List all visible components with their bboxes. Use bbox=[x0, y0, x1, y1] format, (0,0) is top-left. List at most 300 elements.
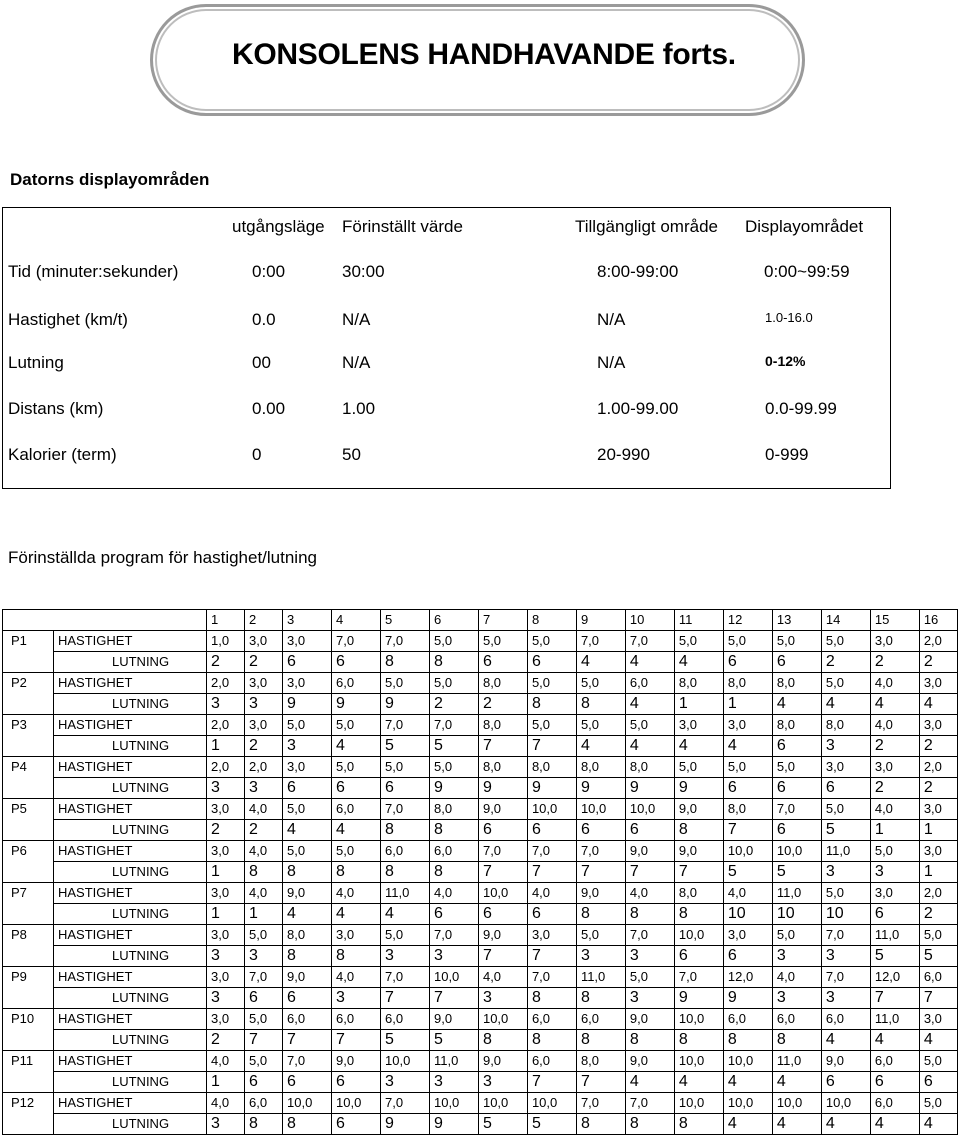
speed-cell: 7,0 bbox=[625, 925, 674, 946]
speed-cell: 7,0 bbox=[576, 841, 625, 862]
speed-cell: 3,0 bbox=[870, 631, 919, 652]
speed-label: HASTIGHET bbox=[54, 967, 207, 988]
incline-cell: 6 bbox=[527, 904, 576, 925]
speed-cell: 5,0 bbox=[919, 925, 957, 946]
speed-cell: 3,0 bbox=[919, 841, 957, 862]
incline-cell: 8 bbox=[429, 862, 478, 883]
incline-cell: 6 bbox=[332, 1072, 381, 1093]
grid-column-header: 4 bbox=[332, 610, 381, 631]
speed-label: HASTIGHET bbox=[54, 883, 207, 904]
incline-cell: 7 bbox=[245, 1030, 283, 1051]
incline-cell: 4 bbox=[332, 904, 381, 925]
incline-cell: 6 bbox=[478, 652, 527, 673]
display-start-value: 0:00 bbox=[252, 262, 286, 281]
speed-cell: 5,0 bbox=[429, 631, 478, 652]
incline-cell: 8 bbox=[478, 1030, 527, 1051]
incline-cell: 6 bbox=[283, 652, 332, 673]
incline-cell: 7 bbox=[332, 1030, 381, 1051]
incline-cell: 6 bbox=[772, 736, 821, 757]
speed-cell: 2,0 bbox=[919, 631, 957, 652]
speed-cell: 7,0 bbox=[381, 967, 430, 988]
speed-cell: 10,0 bbox=[283, 1093, 332, 1114]
speed-label: HASTIGHET bbox=[54, 841, 207, 862]
speed-cell: 7,0 bbox=[674, 967, 723, 988]
incline-cell: 6 bbox=[283, 778, 332, 799]
incline-cell: 8 bbox=[772, 1030, 821, 1051]
incline-cell: 7 bbox=[478, 736, 527, 757]
incline-cell: 3 bbox=[207, 1114, 245, 1135]
speed-cell: 7,0 bbox=[381, 631, 430, 652]
display-preset-value: N/A bbox=[342, 353, 371, 372]
program-id: P8 bbox=[3, 925, 54, 967]
speed-label: HASTIGHET bbox=[54, 925, 207, 946]
speed-cell: 3,0 bbox=[207, 1009, 245, 1030]
speed-cell: 3,0 bbox=[207, 925, 245, 946]
speed-cell: 2,0 bbox=[919, 757, 957, 778]
speed-cell: 10,0 bbox=[674, 1009, 723, 1030]
incline-cell: 7 bbox=[478, 862, 527, 883]
incline-cell: 9 bbox=[381, 1114, 430, 1135]
display-header: Displayområdet bbox=[745, 217, 864, 236]
speed-cell: 10,0 bbox=[723, 1093, 772, 1114]
speed-cell: 8,0 bbox=[723, 799, 772, 820]
speed-cell: 5,0 bbox=[527, 631, 576, 652]
incline-cell: 8 bbox=[576, 904, 625, 925]
incline-cell: 6 bbox=[821, 1072, 870, 1093]
incline-cell: 3 bbox=[245, 694, 283, 715]
grid-column-header: 14 bbox=[821, 610, 870, 631]
grid-column-header: 1 bbox=[207, 610, 245, 631]
incline-cell: 7 bbox=[283, 1030, 332, 1051]
speed-label: HASTIGHET bbox=[54, 715, 207, 736]
display-area-value: 1.0-16.0 bbox=[765, 310, 813, 325]
speed-cell: 3,0 bbox=[723, 715, 772, 736]
incline-cell: 1 bbox=[245, 904, 283, 925]
incline-cell: 9 bbox=[625, 778, 674, 799]
incline-cell: 6 bbox=[332, 778, 381, 799]
incline-cell: 1 bbox=[674, 694, 723, 715]
incline-cell: 3 bbox=[245, 946, 283, 967]
program-id: P2 bbox=[3, 673, 54, 715]
incline-cell: 8 bbox=[283, 1114, 332, 1135]
speed-cell: 5,0 bbox=[429, 673, 478, 694]
incline-cell: 4 bbox=[283, 820, 332, 841]
speed-cell: 6,0 bbox=[821, 1009, 870, 1030]
incline-cell: 4 bbox=[723, 1114, 772, 1135]
speed-cell: 7,0 bbox=[429, 715, 478, 736]
incline-cell: 7 bbox=[527, 862, 576, 883]
incline-cell: 6 bbox=[870, 1072, 919, 1093]
speed-cell: 9,0 bbox=[283, 883, 332, 904]
speed-cell: 6,0 bbox=[429, 841, 478, 862]
speed-cell: 4,0 bbox=[870, 715, 919, 736]
speed-cell: 3,0 bbox=[207, 799, 245, 820]
speed-cell: 9,0 bbox=[332, 1051, 381, 1072]
incline-cell: 6 bbox=[527, 820, 576, 841]
speed-cell: 4,0 bbox=[478, 967, 527, 988]
incline-cell: 8 bbox=[576, 1114, 625, 1135]
incline-cell: 3 bbox=[478, 1072, 527, 1093]
speed-cell: 8,0 bbox=[429, 799, 478, 820]
speed-cell: 5,0 bbox=[332, 757, 381, 778]
incline-cell: 3 bbox=[821, 946, 870, 967]
speed-cell: 5,0 bbox=[283, 841, 332, 862]
incline-cell: 9 bbox=[674, 778, 723, 799]
incline-cell: 6 bbox=[283, 1072, 332, 1093]
speed-cell: 9,0 bbox=[625, 1051, 674, 1072]
incline-cell: 9 bbox=[429, 778, 478, 799]
incline-cell: 8 bbox=[576, 694, 625, 715]
incline-cell: 3 bbox=[245, 778, 283, 799]
incline-cell: 4 bbox=[625, 736, 674, 757]
speed-cell: 8,0 bbox=[527, 757, 576, 778]
program-id: P4 bbox=[3, 757, 54, 799]
grid-column-header: 2 bbox=[245, 610, 283, 631]
speed-cell: 10,0 bbox=[723, 1051, 772, 1072]
display-preset-value: 50 bbox=[342, 445, 361, 464]
incline-cell: 3 bbox=[821, 736, 870, 757]
incline-cell: 8 bbox=[576, 988, 625, 1009]
incline-cell: 6 bbox=[723, 946, 772, 967]
incline-cell: 9 bbox=[674, 988, 723, 1009]
incline-cell: 8 bbox=[576, 1030, 625, 1051]
incline-cell: 8 bbox=[332, 946, 381, 967]
speed-cell: 10,0 bbox=[821, 1093, 870, 1114]
incline-cell: 4 bbox=[674, 652, 723, 673]
incline-cell: 10 bbox=[723, 904, 772, 925]
incline-cell: 8 bbox=[283, 946, 332, 967]
speed-cell: 12,0 bbox=[870, 967, 919, 988]
incline-cell: 7 bbox=[527, 736, 576, 757]
speed-cell: 10,0 bbox=[674, 1051, 723, 1072]
speed-cell: 10,0 bbox=[332, 1093, 381, 1114]
incline-cell: 9 bbox=[429, 1114, 478, 1135]
speed-cell: 9,0 bbox=[283, 967, 332, 988]
speed-cell: 4,0 bbox=[772, 967, 821, 988]
incline-cell: 9 bbox=[478, 778, 527, 799]
speed-cell: 5,0 bbox=[478, 631, 527, 652]
program-id: P10 bbox=[3, 1009, 54, 1051]
speed-cell: 6,0 bbox=[245, 1093, 283, 1114]
incline-cell: 3 bbox=[870, 862, 919, 883]
incline-cell: 3 bbox=[625, 988, 674, 1009]
speed-cell: 5,0 bbox=[772, 631, 821, 652]
speed-label: HASTIGHET bbox=[54, 757, 207, 778]
display-start-value: 0 bbox=[252, 445, 262, 464]
speed-cell: 2,0 bbox=[207, 673, 245, 694]
speed-cell: 3,0 bbox=[207, 967, 245, 988]
speed-cell: 7,0 bbox=[381, 715, 430, 736]
speed-cell: 8,0 bbox=[772, 673, 821, 694]
incline-cell: 2 bbox=[821, 652, 870, 673]
incline-cell: 2 bbox=[207, 1030, 245, 1051]
incline-cell: 8 bbox=[674, 1030, 723, 1051]
speed-cell: 9,0 bbox=[478, 1051, 527, 1072]
speed-cell: 7,0 bbox=[527, 967, 576, 988]
incline-cell: 8 bbox=[381, 862, 430, 883]
speed-cell: 4,0 bbox=[245, 841, 283, 862]
speed-cell: 5,0 bbox=[919, 1051, 957, 1072]
incline-cell: 5 bbox=[772, 862, 821, 883]
incline-cell: 4 bbox=[723, 736, 772, 757]
incline-cell: 2 bbox=[919, 778, 957, 799]
speed-cell: 8,0 bbox=[283, 925, 332, 946]
incline-cell: 3 bbox=[207, 694, 245, 715]
incline-cell: 4 bbox=[332, 736, 381, 757]
incline-cell: 1 bbox=[919, 862, 957, 883]
incline-cell: 5 bbox=[381, 1030, 430, 1051]
incline-cell: 8 bbox=[429, 652, 478, 673]
speed-cell: 5,0 bbox=[870, 841, 919, 862]
display-row-label: Distans (km) bbox=[8, 399, 104, 418]
speed-cell: 5,0 bbox=[332, 841, 381, 862]
display-start-value: 0.00 bbox=[252, 399, 286, 418]
incline-cell: 8 bbox=[245, 862, 283, 883]
speed-cell: 8,0 bbox=[576, 757, 625, 778]
display-area-value: 0:00~99:59 bbox=[764, 262, 850, 281]
incline-cell: 8 bbox=[527, 694, 576, 715]
incline-cell: 7 bbox=[381, 988, 430, 1009]
display-table bbox=[2, 207, 891, 489]
speed-cell: 10,0 bbox=[674, 1093, 723, 1114]
speed-cell: 4,0 bbox=[870, 673, 919, 694]
incline-cell: 4 bbox=[674, 736, 723, 757]
speed-cell: 6,0 bbox=[772, 1009, 821, 1030]
incline-cell: 6 bbox=[381, 778, 430, 799]
grid-column-header: 10 bbox=[625, 610, 674, 631]
speed-cell: 7,0 bbox=[625, 1093, 674, 1114]
speed-cell: 7,0 bbox=[381, 799, 430, 820]
incline-cell: 5 bbox=[527, 1114, 576, 1135]
speed-cell: 5,0 bbox=[625, 967, 674, 988]
incline-cell: 6 bbox=[723, 652, 772, 673]
incline-cell: 10 bbox=[772, 904, 821, 925]
incline-cell: 7 bbox=[527, 1072, 576, 1093]
incline-cell: 2 bbox=[478, 694, 527, 715]
speed-cell: 11,0 bbox=[772, 1051, 821, 1072]
incline-cell: 8 bbox=[283, 862, 332, 883]
incline-cell: 7 bbox=[625, 862, 674, 883]
speed-cell: 3,0 bbox=[283, 631, 332, 652]
incline-cell: 2 bbox=[919, 652, 957, 673]
incline-cell: 9 bbox=[527, 778, 576, 799]
speed-cell: 7,0 bbox=[625, 631, 674, 652]
display-area-value: 0-999 bbox=[765, 445, 809, 464]
incline-cell: 3 bbox=[821, 862, 870, 883]
incline-cell: 3 bbox=[625, 946, 674, 967]
incline-cell: 8 bbox=[723, 1030, 772, 1051]
speed-cell: 10,0 bbox=[381, 1051, 430, 1072]
incline-cell: 7 bbox=[576, 862, 625, 883]
display-area-value: 0.0-99.99 bbox=[765, 399, 837, 418]
speed-cell: 8,0 bbox=[478, 715, 527, 736]
incline-cell: 7 bbox=[870, 988, 919, 1009]
speed-cell: 3,0 bbox=[207, 883, 245, 904]
speed-cell: 4,0 bbox=[207, 1051, 245, 1072]
incline-cell: 8 bbox=[674, 1114, 723, 1135]
speed-label: HASTIGHET bbox=[54, 1051, 207, 1072]
incline-cell: 6 bbox=[919, 1072, 957, 1093]
incline-cell: 3 bbox=[207, 988, 245, 1009]
incline-cell: 4 bbox=[772, 1114, 821, 1135]
speed-cell: 3,0 bbox=[919, 673, 957, 694]
grid-column-header: 9 bbox=[576, 610, 625, 631]
incline-cell: 9 bbox=[381, 694, 430, 715]
incline-cell: 7 bbox=[674, 862, 723, 883]
display-range-value: 20-990 bbox=[597, 445, 650, 464]
speed-cell: 11,0 bbox=[870, 1009, 919, 1030]
incline-cell: 2 bbox=[429, 694, 478, 715]
speed-cell: 3,0 bbox=[870, 757, 919, 778]
incline-label: LUTNING bbox=[54, 904, 207, 925]
speed-cell: 9,0 bbox=[674, 799, 723, 820]
presets-heading: Förinställda program för hastighet/lutning bbox=[8, 548, 317, 567]
speed-cell: 2,0 bbox=[919, 883, 957, 904]
incline-cell: 6 bbox=[245, 1072, 283, 1093]
incline-cell: 6 bbox=[576, 820, 625, 841]
speed-cell: 9,0 bbox=[674, 841, 723, 862]
incline-cell: 8 bbox=[245, 1114, 283, 1135]
incline-cell: 6 bbox=[674, 946, 723, 967]
incline-cell: 6 bbox=[870, 904, 919, 925]
speed-cell: 9,0 bbox=[625, 1009, 674, 1030]
incline-cell: 8 bbox=[429, 820, 478, 841]
speed-cell: 9,0 bbox=[625, 841, 674, 862]
incline-label: LUTNING bbox=[54, 736, 207, 757]
speed-cell: 3,0 bbox=[919, 1009, 957, 1030]
display-heading: Datorns displayområden bbox=[10, 170, 210, 189]
speed-cell: 5,0 bbox=[576, 715, 625, 736]
program-id: P11 bbox=[3, 1051, 54, 1093]
incline-cell: 4 bbox=[870, 1030, 919, 1051]
incline-cell: 7 bbox=[576, 1072, 625, 1093]
speed-cell: 10,0 bbox=[625, 799, 674, 820]
incline-cell: 8 bbox=[527, 988, 576, 1009]
grid-column-header: 8 bbox=[527, 610, 576, 631]
incline-cell: 2 bbox=[245, 820, 283, 841]
incline-label: LUTNING bbox=[54, 652, 207, 673]
display-preset-value: 1.00 bbox=[342, 399, 376, 418]
speed-cell: 6,0 bbox=[870, 1093, 919, 1114]
speed-cell: 5,0 bbox=[821, 673, 870, 694]
grid-column-header: 7 bbox=[478, 610, 527, 631]
incline-cell: 6 bbox=[772, 652, 821, 673]
program-id: P6 bbox=[3, 841, 54, 883]
speed-cell: 6,0 bbox=[625, 673, 674, 694]
incline-cell: 2 bbox=[870, 652, 919, 673]
incline-cell: 4 bbox=[723, 1072, 772, 1093]
incline-cell: 8 bbox=[625, 1114, 674, 1135]
incline-cell: 1 bbox=[870, 820, 919, 841]
incline-cell: 1 bbox=[207, 736, 245, 757]
speed-cell: 5,0 bbox=[245, 1051, 283, 1072]
display-range-value: 8:00-99:00 bbox=[597, 262, 679, 281]
speed-cell: 5,0 bbox=[332, 715, 381, 736]
speed-cell: 7,0 bbox=[576, 1093, 625, 1114]
speed-cell: 5,0 bbox=[723, 631, 772, 652]
speed-cell: 3,0 bbox=[245, 673, 283, 694]
speed-cell: 8,0 bbox=[723, 673, 772, 694]
speed-cell: 4,0 bbox=[245, 799, 283, 820]
incline-cell: 2 bbox=[207, 652, 245, 673]
display-start-value: 00 bbox=[252, 353, 271, 372]
incline-cell: 5 bbox=[478, 1114, 527, 1135]
incline-cell: 2 bbox=[870, 736, 919, 757]
incline-cell: 5 bbox=[381, 736, 430, 757]
incline-label: LUTNING bbox=[54, 778, 207, 799]
speed-cell: 10,0 bbox=[772, 841, 821, 862]
speed-cell: 7,0 bbox=[429, 925, 478, 946]
incline-cell: 5 bbox=[429, 736, 478, 757]
incline-cell: 6 bbox=[245, 988, 283, 1009]
grid-column-header: 12 bbox=[723, 610, 772, 631]
speed-cell: 4,0 bbox=[332, 883, 381, 904]
speed-cell: 4,0 bbox=[870, 799, 919, 820]
speed-cell: 7,0 bbox=[772, 799, 821, 820]
speed-cell: 9,0 bbox=[576, 883, 625, 904]
speed-cell: 4,0 bbox=[723, 883, 772, 904]
incline-cell: 6 bbox=[283, 988, 332, 1009]
incline-cell: 7 bbox=[429, 988, 478, 1009]
speed-cell: 2,0 bbox=[245, 757, 283, 778]
display-start-value: 0.0 bbox=[252, 310, 276, 329]
speed-cell: 6,0 bbox=[332, 673, 381, 694]
grid-column-header: 11 bbox=[674, 610, 723, 631]
speed-cell: 10,0 bbox=[478, 1009, 527, 1030]
display-range-value: 1.00-99.00 bbox=[597, 399, 679, 418]
page-title: KONSOLENS HANDHAVANDE forts. bbox=[232, 38, 736, 71]
speed-cell: 10,0 bbox=[527, 1093, 576, 1114]
speed-cell: 8,0 bbox=[576, 1051, 625, 1072]
speed-cell: 6,0 bbox=[576, 1009, 625, 1030]
speed-label: HASTIGHET bbox=[54, 799, 207, 820]
speed-cell: 9,0 bbox=[478, 925, 527, 946]
speed-cell: 10,0 bbox=[478, 883, 527, 904]
incline-cell: 7 bbox=[723, 820, 772, 841]
speed-cell: 5,0 bbox=[674, 757, 723, 778]
incline-cell: 4 bbox=[625, 1072, 674, 1093]
speed-cell: 6,0 bbox=[723, 1009, 772, 1030]
speed-cell: 5,0 bbox=[772, 925, 821, 946]
program-id: P9 bbox=[3, 967, 54, 1009]
incline-cell: 4 bbox=[625, 694, 674, 715]
incline-label: LUTNING bbox=[54, 1114, 207, 1135]
speed-cell: 11,0 bbox=[870, 925, 919, 946]
incline-cell: 3 bbox=[381, 1072, 430, 1093]
incline-label: LUTNING bbox=[54, 1030, 207, 1051]
incline-cell: 3 bbox=[821, 988, 870, 1009]
speed-cell: 3,0 bbox=[527, 925, 576, 946]
display-row-label: Hastighet (km/t) bbox=[8, 310, 128, 329]
speed-cell: 6,0 bbox=[919, 967, 957, 988]
incline-cell: 9 bbox=[283, 694, 332, 715]
speed-cell: 7,0 bbox=[245, 967, 283, 988]
incline-cell: 3 bbox=[772, 988, 821, 1009]
incline-cell: 4 bbox=[919, 694, 957, 715]
speed-cell: 2,0 bbox=[207, 757, 245, 778]
program-id: P12 bbox=[3, 1093, 54, 1135]
grid-column-header: 5 bbox=[381, 610, 430, 631]
speed-cell: 10,0 bbox=[772, 1093, 821, 1114]
incline-cell: 7 bbox=[478, 946, 527, 967]
incline-label: LUTNING bbox=[54, 820, 207, 841]
speed-cell: 8,0 bbox=[674, 883, 723, 904]
incline-cell: 6 bbox=[478, 904, 527, 925]
incline-cell: 3 bbox=[283, 736, 332, 757]
display-range-value: N/A bbox=[597, 353, 626, 372]
incline-cell: 4 bbox=[576, 652, 625, 673]
incline-cell: 6 bbox=[332, 1114, 381, 1135]
